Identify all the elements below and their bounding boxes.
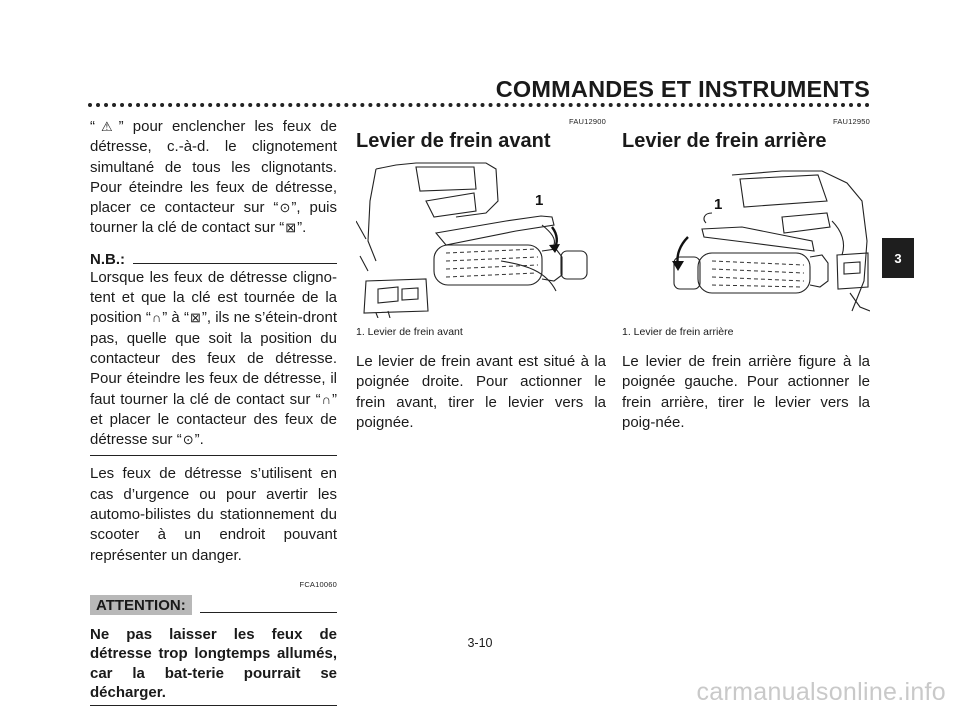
left-column [90, 117, 337, 706]
note-body: Lorsque les feux de détresse cligno-tent et que la clé est tournée de la position “∩” à “⊠”, ils ne s’étein-dront pas, quelle que soit la position du contacteur des feux de détresse. Pour éteindre les feux de détresse, il faut tourner la clé de contact sur “∩” et placer le contacteur des feux de détresse sur “⊙”. [90, 268, 337, 457]
off-cross-icon: ⊠ [189, 310, 201, 326]
front-brake-text: Le levier de frein avant est situé à la poignée droite. Pour actionner le frein avant, tirer le levier vers la poignée. [356, 353, 606, 431]
hazard-usage-paragraph: Les feux de détresse s’utilisent en cas d’urgence ou pour avertir les automo-bilistes du stationnement du scooter à un endroit pouvant représenter un danger. [90, 465, 337, 564]
circle-dot-icon: ⊙ [182, 432, 194, 448]
page-header-title: COMMANDES ET INSTRUMENTS [495, 76, 870, 102]
front-brake-callout: 1 [535, 192, 544, 209]
circle-dot-icon: ⊙ [279, 200, 291, 216]
front-brake-illustration [356, 161, 604, 318]
rear-brake-title: Levier de frein arrière [622, 130, 827, 152]
off-cross-icon: ⊠ [285, 220, 297, 236]
rear-brake-illustration [622, 161, 870, 318]
caution-code: FCA10060 [299, 579, 337, 589]
rear-brake-callout: 1 [714, 196, 723, 213]
front-brake-code: FAU12900 [568, 117, 606, 126]
lock-icon: ∩ [151, 310, 162, 326]
front-brake-title: Levier de frein avant [356, 130, 551, 152]
caution-heading [90, 595, 337, 615]
lock-icon: ∩ [321, 391, 331, 407]
page-number: 3-10 [467, 636, 493, 650]
rear-brake-code: FAU12950 [832, 117, 870, 126]
chapter-tab[interactable]: 3 [882, 238, 914, 278]
caution-end-rule [90, 705, 337, 706]
caution-text: Ne pas laisser les feux de détresse trop longtemps allumés, car la bat-terie pourrait se décharger. [90, 625, 337, 702]
caution-badge: ATTENTION: [90, 595, 192, 615]
front-brake-section [356, 117, 606, 433]
front-brake-caption: 1. Levier de frein avant [356, 326, 463, 338]
hazard-icon: ⚠ [96, 119, 118, 134]
header-dotted-rule [88, 103, 870, 107]
watermark: carmanualsonline.info [696, 678, 946, 706]
note-heading: N.B.: [90, 251, 337, 268]
rear-brake-text: Le levier de frein arrière figure à la poignée gauche. Pour actionner le frein arrière, tirer le levier vers la poig-née. [622, 353, 870, 431]
rear-brake-section [622, 117, 870, 433]
hazard-paragraph: “⚠” pour enclencher les feux de détresse, c.-à-d. le clignotement simultané de tous les clignotants. Pour éteindre les feux de détresse, placer ce contacteur sur “⊙”, puis tourner la clé de contact sur “⊠”. [90, 118, 337, 237]
rear-brake-caption: 1. Levier de frein arrière [622, 326, 734, 338]
